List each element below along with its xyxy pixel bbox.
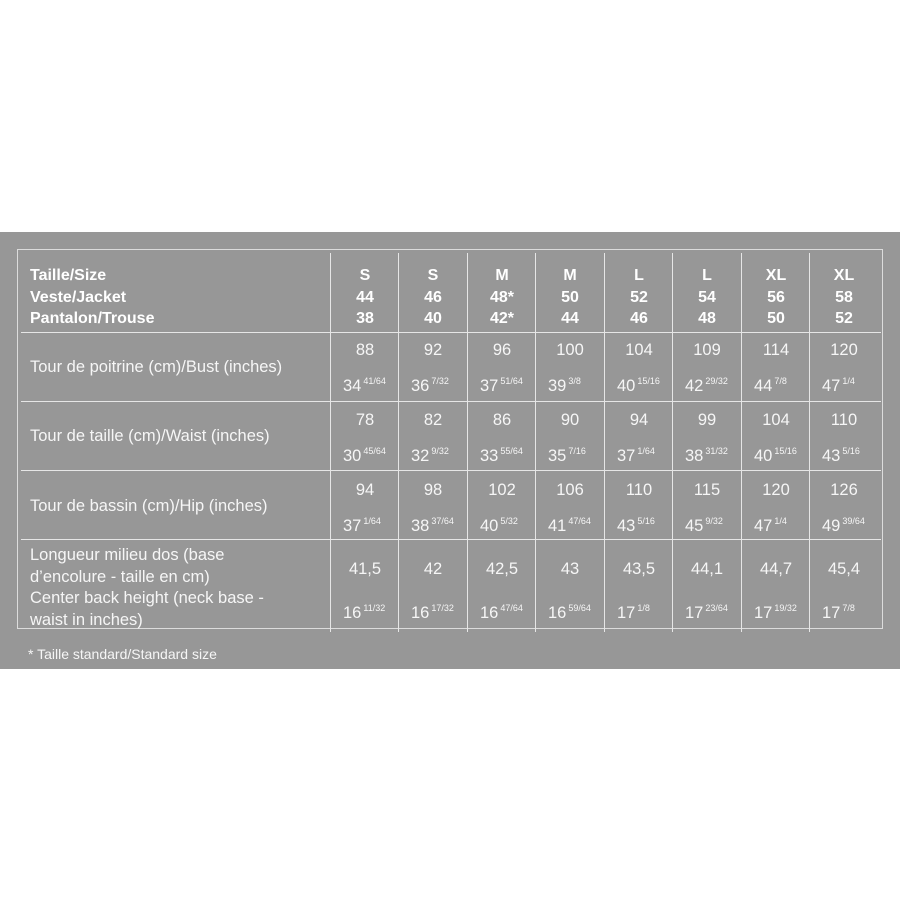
size-header-jacket: 46: [424, 288, 442, 306]
inch-whole: 43: [617, 517, 636, 535]
size-header-trouser: 48: [698, 310, 716, 327]
row-divider: [21, 539, 881, 540]
cm-value: 94: [355, 481, 375, 499]
inch-fraction: 47/64: [568, 516, 591, 526]
column-divider: [398, 253, 399, 632]
footnote: * Taille standard/Standard size: [28, 646, 217, 662]
inch-whole: 40: [617, 377, 636, 395]
inch-whole: 45: [685, 517, 704, 535]
size-header-size: M: [563, 267, 577, 284]
inch-value: [617, 598, 650, 623]
inch-whole: 16: [480, 604, 499, 622]
inch-value: [754, 598, 797, 623]
inch-whole: 16: [411, 604, 430, 622]
inch-fraction: 31/32: [705, 446, 728, 456]
inch-value: [480, 511, 518, 536]
inch-fraction: 1/4: [774, 516, 787, 526]
cm-value: 44,7: [759, 560, 793, 578]
inch-value: [411, 371, 449, 396]
inch-value: [411, 598, 454, 623]
header-labels: [30, 265, 154, 330]
inch-whole: 34: [343, 377, 362, 395]
inch-value: [822, 441, 860, 466]
cm-value: 78: [355, 411, 375, 429]
row-label: [30, 545, 264, 631]
column-divider: [535, 253, 536, 632]
inch-fraction: 3/8: [568, 376, 581, 386]
size-column-header: [399, 265, 467, 330]
cm-value: 110: [625, 481, 653, 499]
cm-value: 42: [423, 560, 443, 578]
inch-value: [754, 441, 797, 466]
inch-value: [343, 371, 386, 396]
inch-fraction: 45/64: [363, 446, 386, 456]
size-header-jacket: 56: [767, 288, 785, 306]
cm-value: 43: [560, 560, 580, 578]
size-header-trouser: 44: [561, 310, 579, 327]
inch-whole: 38: [411, 517, 430, 535]
inch-fraction: 5/16: [842, 446, 860, 456]
size-column-header: [673, 265, 741, 330]
size-header-jacket: 50: [561, 288, 579, 306]
row-label-line: Center back height (neck base -: [30, 589, 264, 607]
inch-value: [685, 371, 728, 396]
column-divider: [809, 253, 810, 632]
inch-whole: 44: [754, 377, 773, 395]
inch-whole: 17: [617, 604, 636, 622]
size-chart-panel: [0, 232, 900, 669]
row-label-line: waist in inches): [30, 610, 143, 629]
inch-fraction: 5/16: [637, 516, 655, 526]
cm-value: 115: [693, 481, 721, 499]
inch-whole: 43: [822, 447, 841, 465]
row-label: [30, 426, 270, 448]
inch-value: [685, 598, 728, 623]
inch-whole: 38: [685, 447, 704, 465]
inch-fraction: 55/64: [500, 446, 523, 456]
inch-whole: 17: [822, 604, 841, 622]
cm-value: 43,5: [622, 560, 656, 578]
cm-value: 102: [488, 481, 516, 499]
inch-value: [411, 511, 454, 536]
size-header-size: L: [634, 267, 644, 284]
inch-fraction: 1/64: [363, 516, 381, 526]
size-header-trouser: 38: [356, 310, 374, 327]
size-header-trouser: 42*: [489, 310, 515, 327]
column-divider: [672, 253, 673, 632]
inch-fraction: 1/4: [842, 376, 855, 386]
cm-value: 110: [830, 411, 858, 429]
inch-value: [754, 511, 787, 536]
size-column-header: [810, 265, 878, 330]
inch-fraction: 15/16: [774, 446, 797, 456]
size-column-header: [605, 265, 673, 330]
size-header-trouser: 40: [424, 310, 442, 327]
inch-value: [480, 598, 523, 623]
inch-fraction: 15/16: [637, 376, 660, 386]
cm-value: 86: [492, 411, 512, 429]
row-label-line: d’encolure - taille en cm): [30, 567, 210, 586]
row-label-line: Longueur milieu dos (base: [30, 546, 225, 564]
cm-value: 88: [355, 341, 375, 359]
inch-value: [548, 511, 591, 536]
inch-value: [548, 371, 581, 396]
inch-value: [617, 371, 660, 396]
cm-value: 92: [423, 341, 443, 359]
inch-whole: 37: [617, 447, 636, 465]
row-label-line: Tour de poitrine (cm)/Bust (inches): [30, 358, 283, 376]
size-header-trouser: 50: [767, 310, 785, 327]
inch-whole: 37: [480, 377, 499, 395]
inch-whole: 49: [822, 517, 841, 535]
cm-value: 109: [693, 341, 721, 359]
cm-value: 104: [625, 341, 653, 359]
column-divider: [604, 253, 605, 632]
row-divider: [21, 401, 881, 402]
cm-value: 96: [492, 341, 512, 359]
inch-whole: 16: [548, 604, 567, 622]
row-label-line: Tour de bassin (cm)/Hip (inches): [30, 497, 268, 515]
size-header-jacket: 44: [356, 288, 374, 306]
inch-whole: 40: [480, 517, 499, 535]
inch-value: [548, 598, 591, 623]
inch-fraction: 7/32: [431, 376, 449, 386]
inch-fraction: 9/32: [705, 516, 723, 526]
inch-whole: 47: [822, 377, 841, 395]
cm-value: 94: [629, 411, 649, 429]
inch-fraction: 17/32: [431, 603, 454, 613]
inch-fraction: 7/8: [774, 376, 787, 386]
column-divider: [467, 253, 468, 632]
cm-value: 42,5: [485, 560, 519, 578]
inch-value: [343, 511, 381, 536]
row-label-line: Tour de taille (cm)/Waist (inches): [30, 427, 270, 445]
inch-value: [548, 441, 586, 466]
size-header-size: S: [427, 267, 439, 284]
inch-value: [617, 441, 655, 466]
size-column-header: [742, 265, 810, 330]
cm-value: 106: [556, 481, 584, 499]
row-divider: [21, 332, 881, 333]
size-header-jacket: 54: [698, 288, 716, 306]
size-header-jacket: 58: [835, 288, 853, 306]
row-label: [30, 496, 268, 518]
cm-value: 104: [762, 411, 790, 429]
inch-whole: 33: [480, 447, 499, 465]
cm-value: 98: [423, 481, 443, 499]
size-header-trouser: 46: [630, 310, 648, 327]
size-header-trouser: 52: [835, 310, 853, 327]
inch-fraction: 29/32: [705, 376, 728, 386]
inch-whole: 32: [411, 447, 430, 465]
inch-fraction: 1/64: [637, 446, 655, 456]
inch-fraction: 59/64: [568, 603, 591, 613]
inch-whole: 17: [685, 604, 704, 622]
cm-value: 126: [830, 481, 858, 499]
inch-fraction: 51/64: [500, 376, 523, 386]
size-header-jacket: 52: [630, 288, 648, 306]
header-size-label: Taille/Size: [30, 267, 107, 284]
size-header-size: M: [495, 267, 509, 284]
inch-value: [343, 441, 386, 466]
inch-value: [411, 441, 449, 466]
inch-value: [685, 441, 728, 466]
inch-fraction: 5/32: [500, 516, 518, 526]
inch-whole: 16: [343, 604, 362, 622]
row-label: [30, 357, 282, 379]
inch-value: [822, 598, 855, 623]
inch-value: [343, 598, 385, 623]
size-header-size: L: [702, 267, 712, 284]
size-header-jacket: 48*: [489, 288, 515, 306]
cm-value: 99: [697, 411, 717, 429]
cm-value: 120: [762, 481, 790, 499]
inch-whole: 35: [548, 447, 567, 465]
size-column-header: [331, 265, 399, 330]
inch-whole: 17: [754, 604, 773, 622]
size-column-header: [468, 265, 536, 330]
inch-fraction: 41/64: [363, 376, 386, 386]
cm-value: 120: [830, 341, 858, 359]
inch-fraction: 47/64: [500, 603, 523, 613]
inch-value: [754, 371, 787, 396]
cm-value: 82: [423, 411, 443, 429]
header-jacket-label: Veste/Jacket: [30, 288, 127, 306]
size-header-size: S: [359, 267, 371, 284]
cm-value: 44,1: [690, 560, 724, 578]
size-header-size: XL: [765, 267, 787, 284]
column-divider: [741, 253, 742, 632]
inch-fraction: 39/64: [842, 516, 865, 526]
inch-fraction: 37/64: [431, 516, 454, 526]
inch-value: [480, 441, 523, 466]
inch-fraction: 11/32: [363, 603, 386, 613]
inch-value: [822, 511, 865, 536]
inch-fraction: 1/8: [637, 603, 650, 613]
column-divider: [330, 253, 331, 632]
inch-value: [822, 371, 855, 396]
inch-fraction: 7/8: [842, 603, 855, 613]
inch-value: [617, 511, 655, 536]
inch-whole: 47: [754, 517, 773, 535]
inch-fraction: 23/64: [705, 603, 728, 613]
inch-fraction: 9/32: [431, 446, 449, 456]
inch-whole: 41: [548, 517, 567, 535]
inch-value: [480, 371, 523, 396]
inch-whole: 37: [343, 517, 362, 535]
cm-value: 114: [762, 341, 790, 359]
inch-fraction: 19/32: [774, 603, 797, 613]
inch-whole: 40: [754, 447, 773, 465]
size-header-size: XL: [833, 267, 855, 284]
inch-value: [685, 511, 723, 536]
cm-value: 41,5: [348, 560, 382, 578]
inch-whole: 42: [685, 377, 704, 395]
row-divider: [21, 470, 881, 471]
inch-fraction: 7/16: [568, 446, 586, 456]
cm-value: 90: [560, 411, 580, 429]
cm-value: 100: [556, 341, 584, 359]
cm-value: 45,4: [827, 560, 861, 578]
inch-whole: 39: [548, 377, 567, 395]
size-column-header: [536, 265, 604, 330]
header-trouser-label: Pantalon/Trouse: [30, 310, 155, 327]
inch-whole: 30: [343, 447, 362, 465]
inch-whole: 36: [411, 377, 430, 395]
